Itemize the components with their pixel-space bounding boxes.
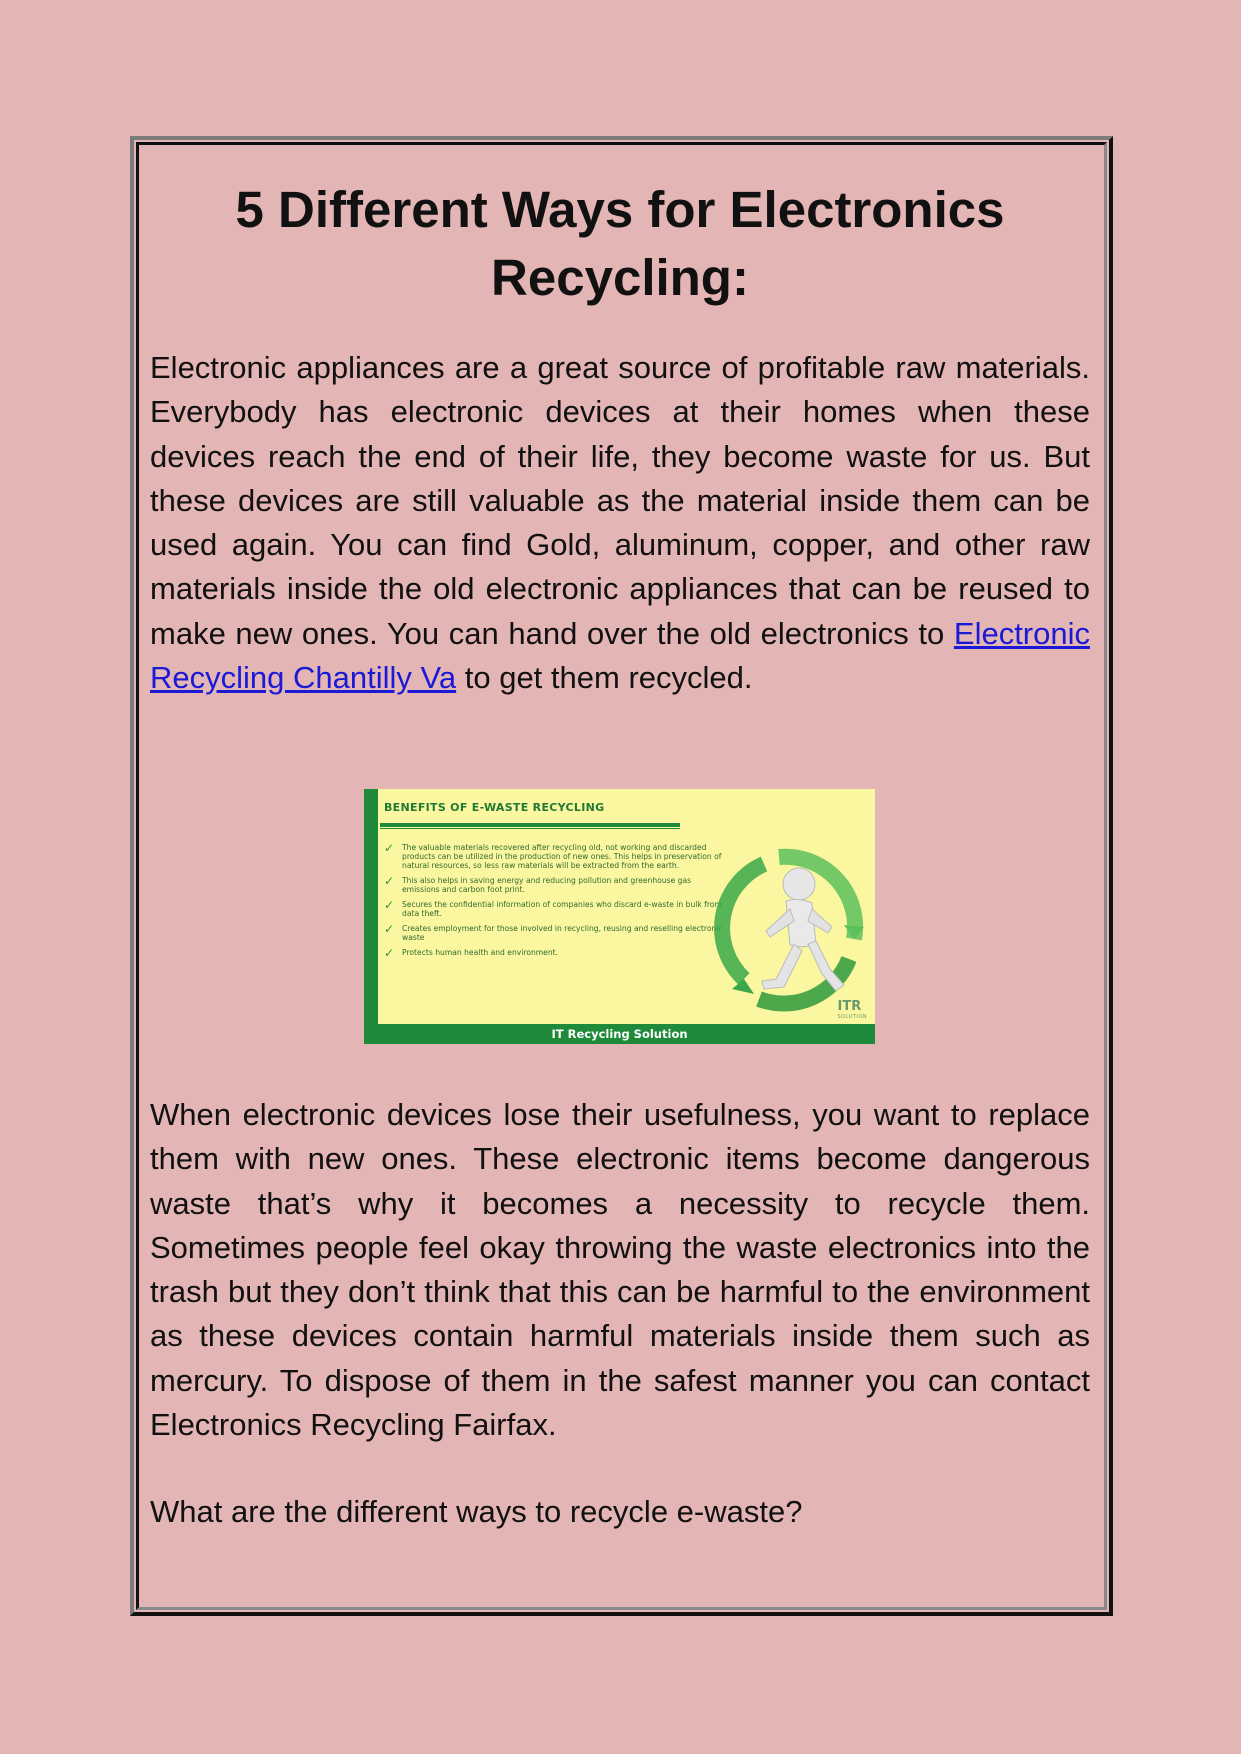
benefit-item	[382, 843, 727, 870]
benefit-item	[382, 924, 727, 942]
infographic-benefits-list	[382, 843, 727, 963]
intro-text-before-link: Electronic appliances are a great source of profitable raw materials. Everybody has electronic devices at their homes when these devices reach the end of their life, they become waste for us. But these devices are still valuable as the material inside them can be used again. You can find Gold, aluminum, copper, and other raw materials inside the old electronic appliances that can be reused to make new ones. You can hand over the old electronics to	[150, 350, 1090, 651]
infographic-divider-thin	[380, 828, 680, 829]
check-icon: ✓	[384, 946, 395, 960]
intro-paragraph	[150, 346, 1090, 700]
check-icon: ✓	[384, 874, 395, 888]
benefits-infographic	[364, 789, 875, 1044]
benefit-text: Protects human health and environment.	[402, 948, 559, 957]
benefit-text: Secures the confidential information of companies who discard e-waste in bulk from data theft.	[402, 900, 722, 918]
benefit-item	[382, 876, 727, 894]
body-paragraph: When electronic devices lose their usefulness, you want to replace them with new ones. These electronic items become dangerous waste that’s why it becomes a necessity to recycle them. Sometimes people feel okay throwing the waste electronics into the trash but they don’t think that this can be harmful to the environment as these devices contain harmful materials inside them such as mercury. To dispose of them in the safest manner you can contact Electronics Recycling Fairfax.	[150, 1097, 1090, 1443]
intro-text-after-link: to get them recycled.	[456, 660, 753, 696]
benefit-item	[382, 900, 727, 918]
electronic-recycling-chantilly-link[interactable]: Electronic Recycling Chantilly Va	[150, 615, 1090, 696]
infographic-divider	[380, 823, 680, 827]
section-question: What are the different ways to recycle e-waste?	[150, 1494, 803, 1529]
benefit-text: This also helps in saving energy and reducing pollution and greenhouse gas emissions and carbon foot print.	[402, 876, 692, 894]
check-icon: ✓	[384, 898, 395, 912]
check-icon: ✓	[384, 922, 395, 936]
benefit-text: Creates employment for those involved in recycling, reusing and reselling electronic waste	[402, 924, 723, 942]
benefit-text: The valuable materials recovered after recycling old, not working and discarded products can be utilized in the production of new ones. This helps in preservation of natural resources, so less raw materials will be extracted from the earth.	[402, 843, 722, 870]
benefit-item	[382, 946, 727, 960]
infographic-footer: IT Recycling Solution	[364, 1024, 875, 1044]
recycling-figure-icon	[704, 829, 874, 1024]
itr-solution-logo: ITR SOLUTION	[837, 999, 867, 1020]
infographic-heading: BENEFITS OF E-WASTE RECYCLING	[384, 801, 605, 814]
page-title: 5 Different Ways for Electronics Recycling:	[235, 181, 1005, 306]
check-icon: ✓	[384, 841, 395, 855]
infographic-left-stripe	[364, 789, 378, 1044]
